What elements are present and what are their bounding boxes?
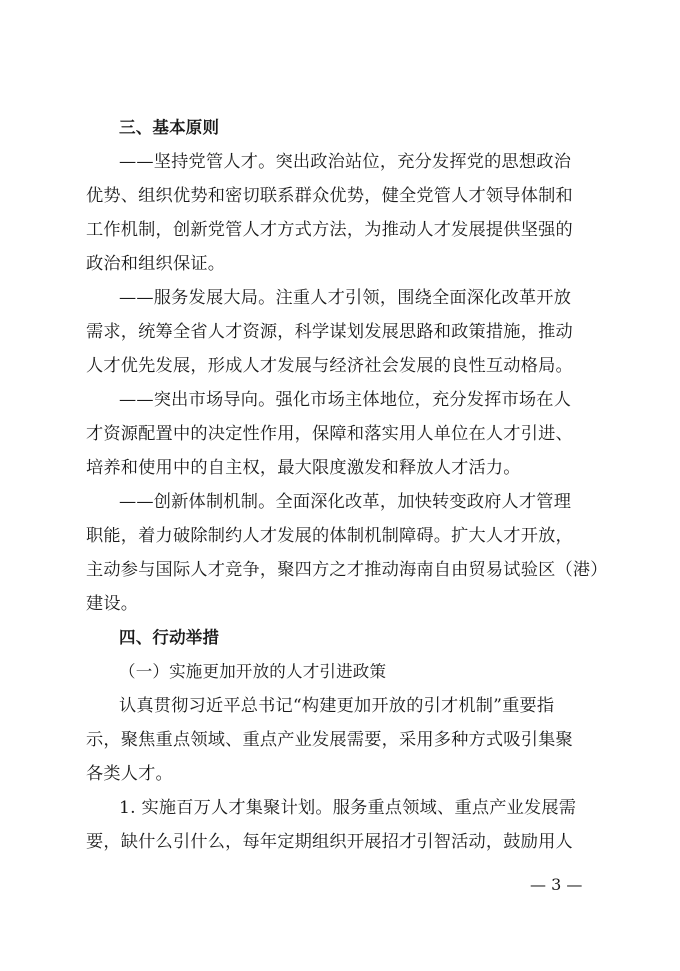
principle-4-line-4: 建设。 [86, 594, 139, 614]
intro-line-2: 示，聚焦重点领域、重点产业发展需要，采用多种方式吸引集聚 [86, 730, 573, 750]
item-1-line-1: 1. 实施百万人才集聚计划。服务重点领域、重点产业发展需 [119, 798, 577, 818]
page-number: — 3 — [530, 875, 583, 894]
principle-1-line-4: 政治和组织保证。 [86, 254, 226, 274]
principle-4-line-2: 职能，着力破除制约人才发展的体制机制障碍。扩大人才开放， [86, 526, 573, 546]
principle-1-line-3: 工作机制，创新党管人才方式方法，为推动人才发展提供坚强的 [86, 220, 573, 240]
section-4-heading: 四、行动举措 [119, 628, 220, 647]
intro-line-1: 认真贯彻习近平总书记“构建更加开放的引才机制”重要指 [119, 696, 555, 716]
principle-1-line-2: 优势、组织优势和密切联系群众优势，健全党管人才领导体制和 [86, 186, 573, 206]
section-4-subheading: （一）实施更加开放的人才引进政策 [119, 662, 387, 681]
section-3-heading: 三、基本原则 [119, 118, 220, 137]
item-1-line-2: 要，缺什么引什么，每年定期组织开展招才引智活动，鼓励用人 [86, 832, 573, 852]
principle-4-line-1: ——创新体制机制。全面深化改革，加快转变政府人才管理 [119, 492, 572, 512]
principle-2-line-1: ——服务发展大局。注重人才引领，围绕全面深化改革开放 [119, 288, 572, 308]
principle-2-line-2: 需求，统筹全省人才资源，科学谋划发展思路和政策措施，推动 [86, 322, 573, 342]
principle-3-line-3: 培养和使用中的自主权，最大限度激发和释放人才活力。 [86, 458, 521, 478]
principle-2-line-3: 人才优先发展，形成人才发展与经济社会发展的良性互动格局。 [86, 356, 573, 376]
intro-line-3: 各类人才。 [86, 764, 173, 784]
principle-4-line-3: 主动参与国际人才竞争，聚四方之才推动海南自由贸易试验区（港） [86, 560, 608, 580]
principle-3-line-1: ——突出市场导向。强化市场主体地位，充分发挥市场在人 [119, 390, 572, 410]
principle-3-line-2: 才资源配置中的决定性作用，保障和落实用人单位在人才引进、 [86, 424, 573, 444]
principle-1-line-1: ——坚持党管人才。突出政治站位，充分发挥党的思想政治 [119, 152, 572, 172]
